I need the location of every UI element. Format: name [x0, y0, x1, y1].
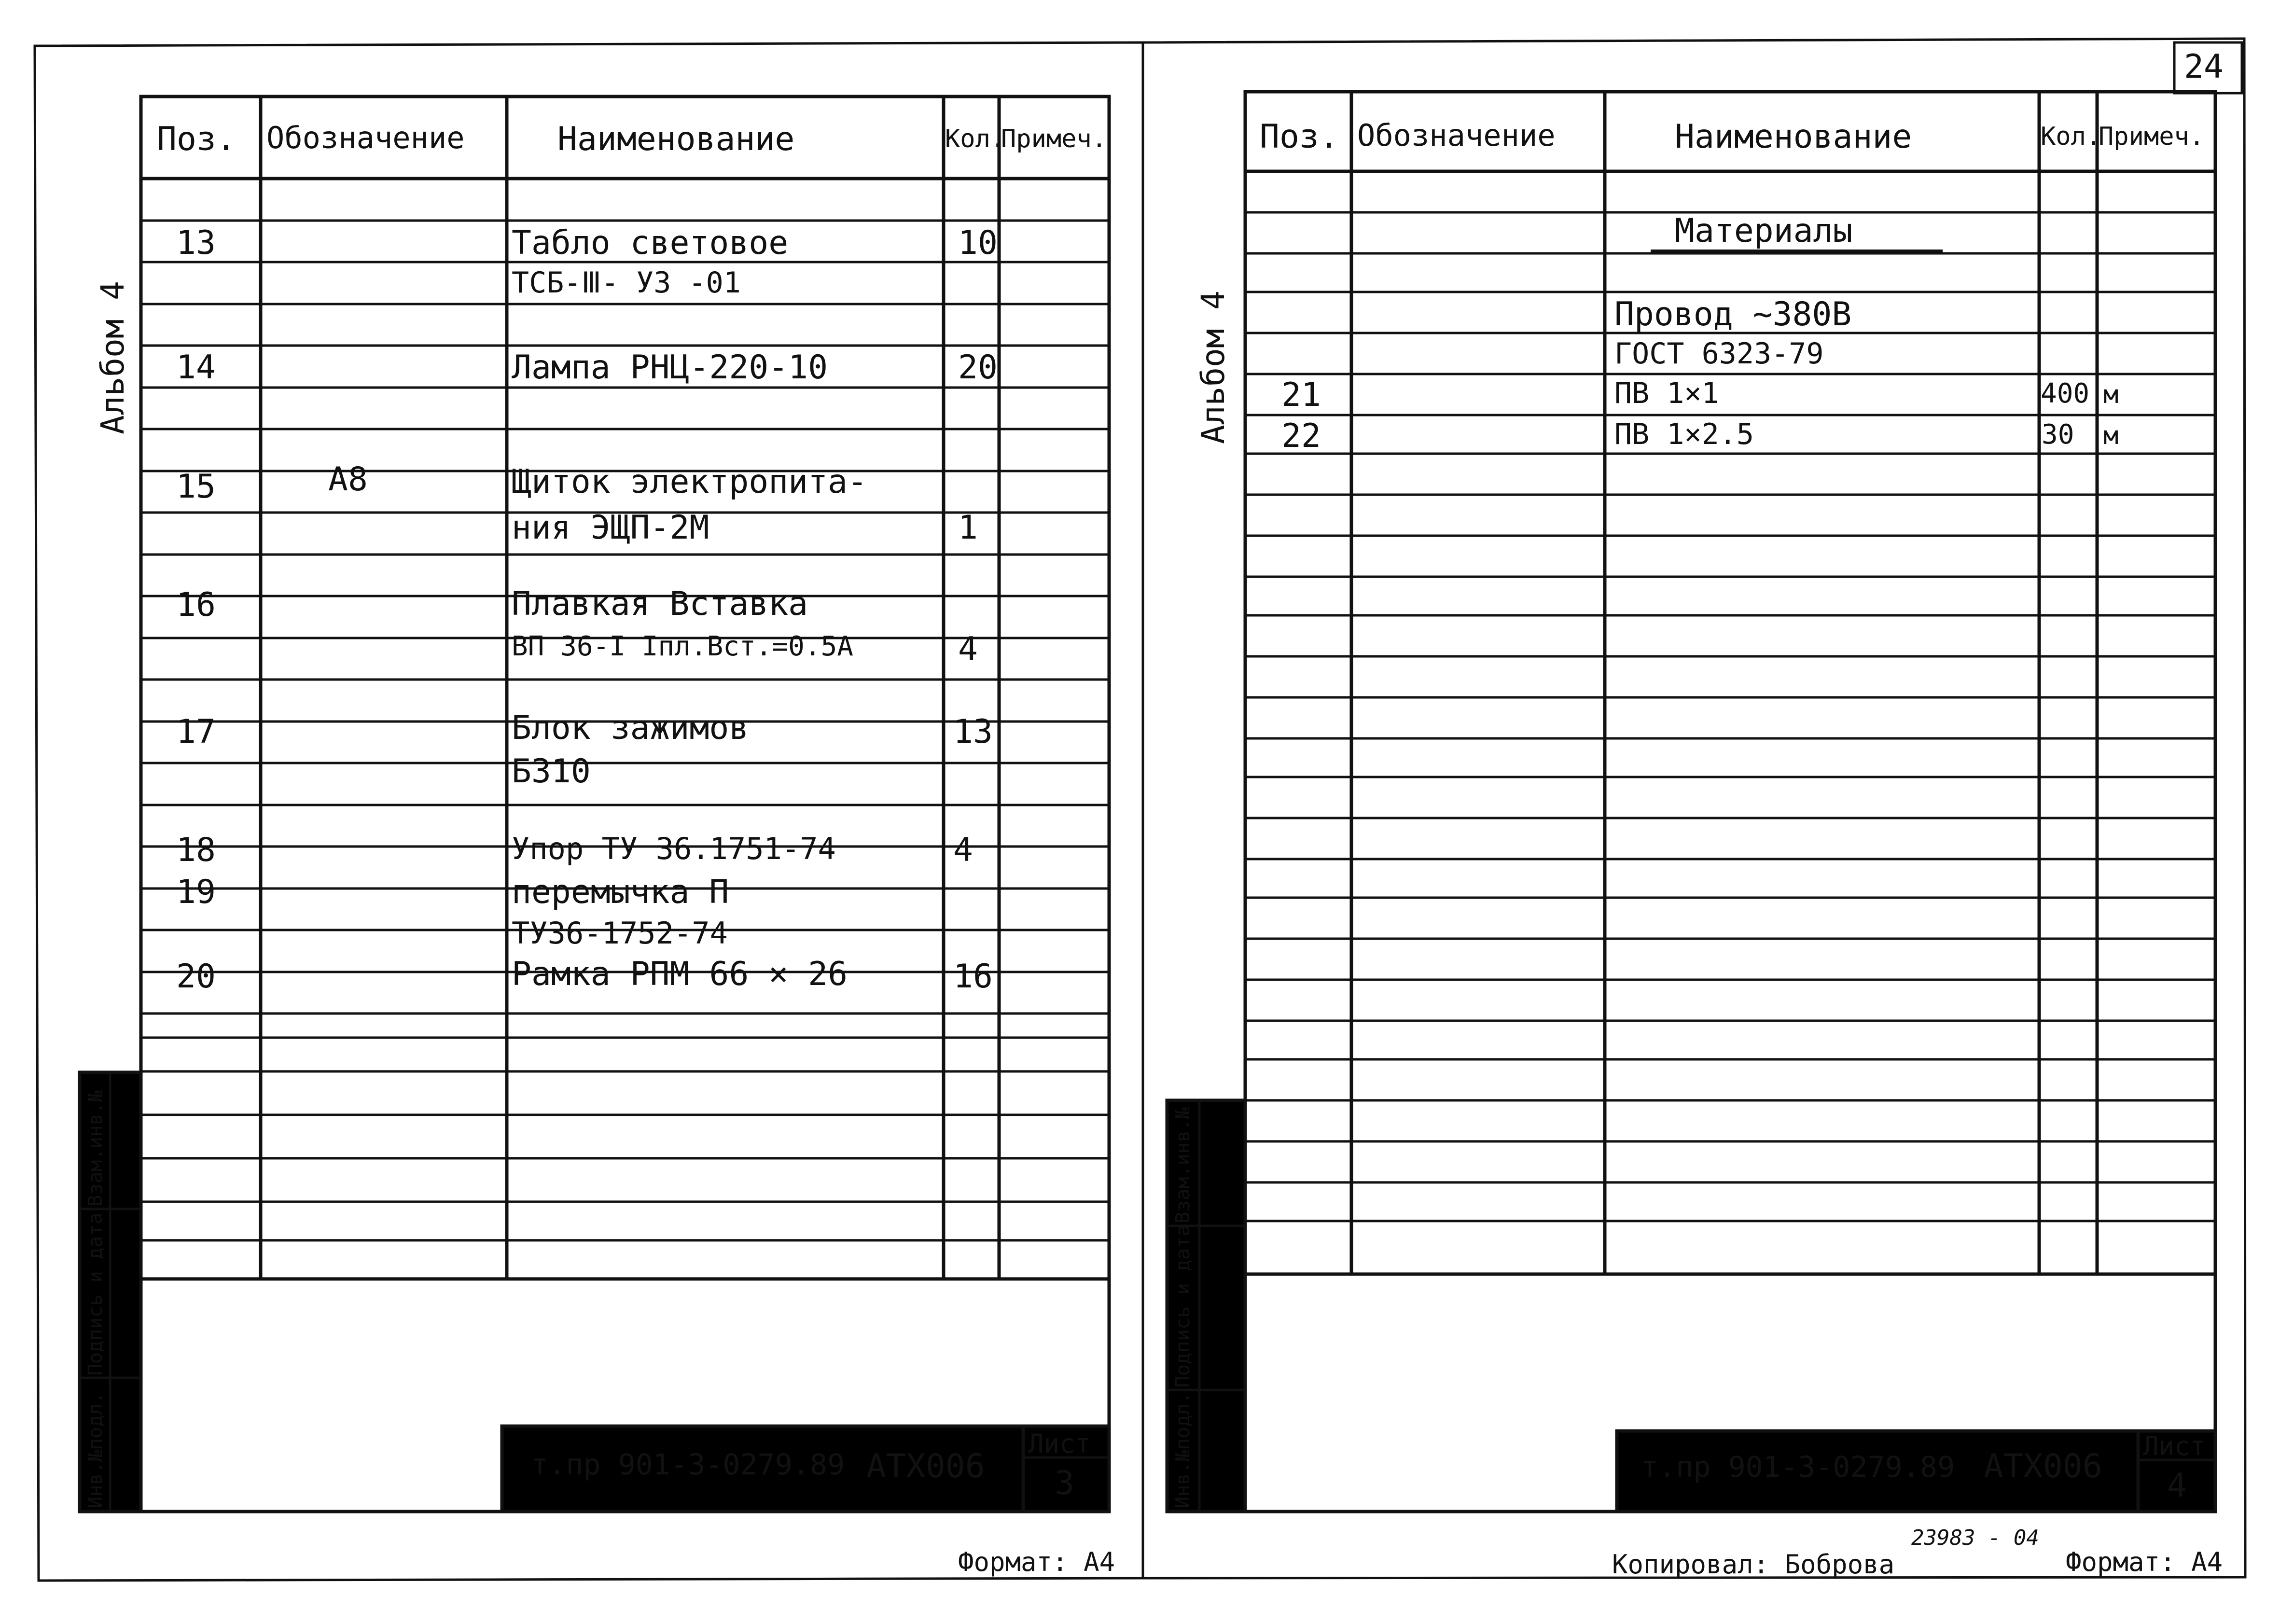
left-row-15-pos: 15: [176, 468, 216, 506]
left-row-13b-name: ТСБ-Ⅲ- УЗ -01: [512, 266, 741, 300]
left-row-17b-name: Б310: [512, 752, 591, 791]
left-format-label: Формат: А4: [958, 1547, 1115, 1577]
left-header-name: Наименование: [557, 120, 795, 158]
right-stamp-sheet-label: Лист: [2143, 1431, 2206, 1461]
album-label-left: Альбом 4: [94, 281, 131, 434]
left-row-16b-qty: 4: [958, 630, 978, 668]
left-row-16b-name: ВП 36-I Iпл.Вст.=0.5А: [512, 631, 854, 662]
left-header-note: Примеч.: [1001, 125, 1107, 153]
left-stamp-sheet-label: Лист: [1028, 1429, 1091, 1459]
left-row-20-qty: 16: [953, 958, 993, 996]
left-row-15b-name: ния ЭЩП-2М: [512, 509, 709, 547]
right-row-21-pos: 21: [1281, 376, 1321, 414]
left-row-18-pos: 18: [176, 831, 216, 869]
left-row-20-pos: 20: [176, 958, 216, 996]
left-table-grid: [80, 97, 1109, 1512]
left-row-18-name: Упор ТУ 36.1751-74: [512, 831, 836, 866]
left-row-14-pos: 14: [176, 348, 216, 387]
left-row-19-pos: 19: [176, 873, 216, 911]
left-row-13-pos: 13: [176, 224, 216, 262]
order-number: 23983 - 04: [1911, 1526, 2039, 1550]
right-row-22-name: ПВ 1×2.5: [1614, 417, 1754, 451]
right-stamp-code: т.пр 901-3-0279.89: [1641, 1450, 1955, 1484]
right-row-21-name: ПВ 1×1: [1614, 376, 1719, 410]
album-label-right: Альбом 4: [1195, 291, 1232, 444]
left-row-13-qty: 10: [958, 224, 998, 262]
left-row-17-name: Блок зажимов: [512, 709, 749, 747]
left-row-20-name: Рамка РПМ 66 × 26: [512, 955, 848, 993]
left-row-15-name: Щиток электропита-: [512, 463, 867, 501]
right-header-qty: Кол.: [2041, 122, 2101, 151]
left-row-17-qty: 13: [953, 713, 993, 751]
right-row-gost-name: ГОСТ 6323-79: [1614, 337, 1824, 371]
right-header-name: Наименование: [1675, 118, 1912, 156]
left-stamp-sheet-number: 3: [1055, 1464, 1074, 1502]
right-header-note: Примеч.: [2099, 122, 2205, 151]
left-row-14-qty: 20: [958, 348, 998, 387]
left-row-17-pos: 17: [176, 713, 216, 751]
left-row-15b-qty: 1: [958, 509, 978, 547]
page-number: 24: [2184, 48, 2224, 86]
right-row-22-note: м: [2103, 421, 2119, 450]
vzam-inv-label-left: Взам.инв.№: [84, 1090, 107, 1207]
vzam-inv-label-right: Взам.инв.№: [1172, 1107, 1194, 1223]
right-header-pos: Поз.: [1260, 118, 1339, 156]
inv-podl-label-left: Инв.№подл.: [84, 1392, 107, 1508]
right-row-21-note: м: [2103, 380, 2119, 409]
left-row-15-designation: А8: [328, 460, 368, 499]
left-stamp-doc: АТХ006: [866, 1447, 985, 1485]
left-row-16-name: Плавкая Вставка: [512, 585, 808, 623]
podpis-data-label-left: Подпись и дата: [84, 1212, 107, 1375]
right-stamp-doc: АТХ006: [1984, 1447, 2102, 1485]
right-header-designation: Обозначение: [1357, 118, 1556, 153]
left-header-designation: Обозначение: [266, 120, 465, 155]
left-row-14-name: Лампа РНЦ-220-10: [512, 348, 828, 387]
left-row-16-pos: 16: [176, 586, 216, 624]
inv-podl-label-right: Инв.№подл.: [1172, 1392, 1194, 1508]
left-stamp-code: т.пр 901-3-0279.89: [531, 1448, 845, 1482]
right-row-22-pos: 22: [1281, 417, 1321, 455]
left-header-qty: Кол.: [945, 125, 1006, 153]
left-row-19-name: перемычка П: [512, 873, 729, 911]
left-row-18-qty: 4: [953, 831, 973, 869]
right-row-22-qty: 30: [2042, 419, 2074, 450]
left-row-13-name: Табло световое: [512, 224, 789, 262]
podpis-data-label-right: Подпись и дата: [1172, 1224, 1194, 1388]
right-row-wire-name: Провод ~380В: [1614, 295, 1852, 333]
copied-by: Копировал: Боброва: [1612, 1549, 1895, 1580]
right-stamp-sheet-number: 4: [2167, 1467, 2187, 1505]
right-format-label: Формат: А4: [2066, 1547, 2223, 1577]
right-materials-heading: Материалы: [1675, 212, 1853, 250]
right-row-21-qty: 400: [2041, 378, 2090, 409]
left-header-pos: Поз.: [157, 120, 236, 158]
left-row-19b-name: ТУ36-1752-74: [512, 916, 728, 951]
